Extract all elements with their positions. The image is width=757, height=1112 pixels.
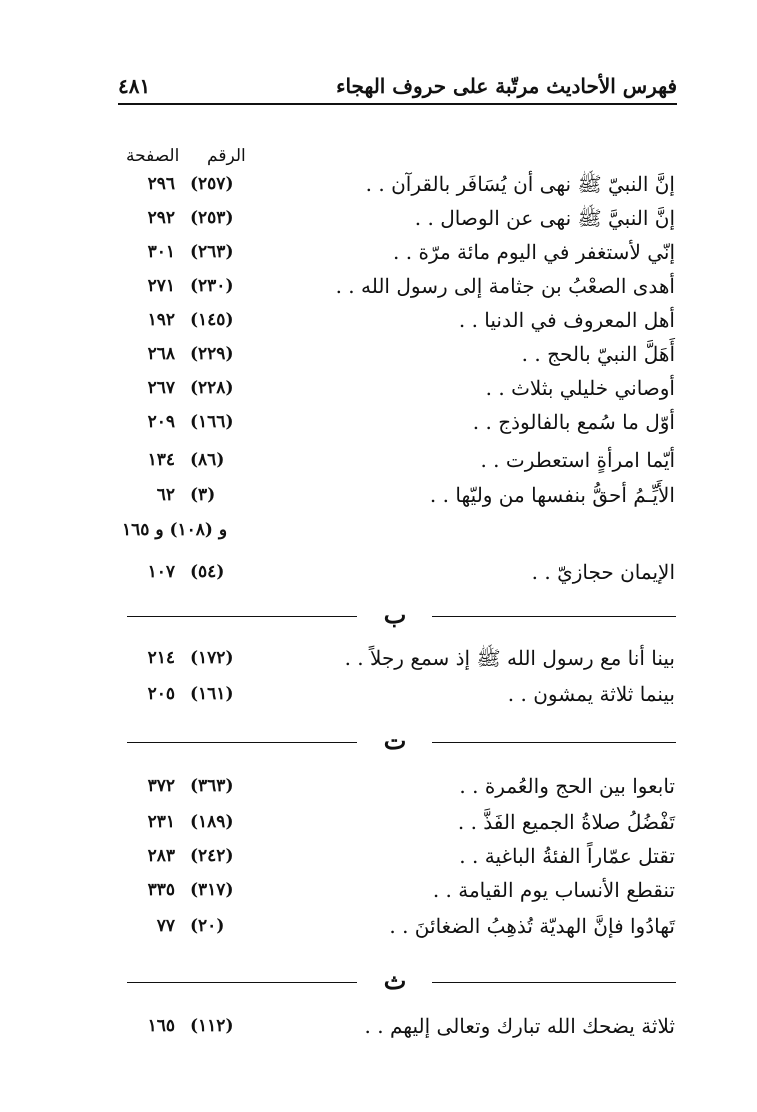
index-entry xyxy=(0,240,757,270)
hadith-number: (١٦٦) xyxy=(190,412,234,432)
page-ref: ٢٨٣ xyxy=(147,846,175,866)
section-letter: ت xyxy=(383,726,407,755)
divider-line xyxy=(127,982,357,983)
hadith-number: (٣١٧) xyxy=(190,880,234,900)
divider-line xyxy=(127,616,357,617)
hadith-text: تنقطع الأنساب يوم القيامة . . xyxy=(432,878,675,902)
page-ref: ٣٠١ xyxy=(147,242,175,262)
hadith-text: الأَيِّـمُ أحقُّ بنفسها من وليّها . . xyxy=(429,483,675,507)
hadith-text: بينا أنا مع رسول الله ﷺ إذ سمع رجلاً . . xyxy=(344,646,675,670)
page-ref: ٢٠٩ xyxy=(147,412,175,432)
hadith-text: تَهادُوا فإنَّ الهديّة تُذهِبُ الضغائنَ . . xyxy=(389,914,675,938)
hadith-number: (٨٦) xyxy=(190,450,225,470)
index-entry xyxy=(0,878,757,908)
page-ref: ٢٩٦ xyxy=(147,174,175,194)
index-entry xyxy=(0,560,757,590)
hadith-number: (٢٣٠) xyxy=(190,276,234,296)
divider-line xyxy=(432,742,676,743)
divider-line xyxy=(432,616,676,617)
page-ref: ٣٧٢ xyxy=(147,776,175,796)
hadith-number: (٢٢٩) xyxy=(190,344,234,364)
page-ref: ٢٦٧ xyxy=(147,378,175,398)
page-number: ٤٨١ xyxy=(118,74,151,98)
index-entry xyxy=(0,342,757,372)
page-ref: ٢٠٥ xyxy=(147,684,175,704)
hadith-number: (٢٠) xyxy=(190,916,225,936)
index-entry xyxy=(0,274,757,304)
hadith-number: (١٨٩) xyxy=(190,812,234,832)
hadith-number: (٥٤) xyxy=(190,562,225,582)
index-entry xyxy=(0,774,757,804)
header-rule xyxy=(118,103,677,105)
hadith-text: أهل المعروف في الدنيا . . xyxy=(458,308,675,332)
section-divider-ta xyxy=(0,726,757,760)
section-divider-tha xyxy=(0,966,757,1000)
hadith-text: أيّما امرأةٍ استعطرت . . xyxy=(480,448,675,472)
page-ref: ٧٧ xyxy=(156,916,175,936)
page-ref: ٢٣١ xyxy=(147,812,175,832)
hadith-text: تَفْضُلُ صلاةُ الجميع الفَذَّ . . xyxy=(457,810,675,834)
hadith-text: أَهَلَّ النبيّ بالحج . . xyxy=(521,342,675,366)
hadith-number: (٢٥٣) xyxy=(190,208,234,228)
index-entry xyxy=(0,172,757,202)
divider-line xyxy=(127,742,357,743)
hadith-text: إنَّ النبيّ ﷺ نهى أن يُسَافَر بالقرآن . . xyxy=(365,172,675,196)
index-entry xyxy=(0,844,757,874)
hadith-text: أوصاني خليلي بثلاث . . xyxy=(485,376,675,400)
index-entry xyxy=(0,810,757,840)
hadith-text: الإيمان حجازيّ . . xyxy=(531,560,675,584)
hadith-number: (١٦١) xyxy=(190,684,234,704)
hadith-text: تقتل عمّاراً الفئةُ الباغية . . xyxy=(459,844,675,868)
page-ref: ١٠٧ xyxy=(147,562,175,582)
divider-line xyxy=(432,982,676,983)
column-header-page: الصفحة xyxy=(126,146,180,166)
hadith-text: أهدى الصعْبُ بن جثامة إلى رسول الله . . xyxy=(335,274,675,298)
index-entry xyxy=(0,1014,757,1044)
page-ref: ١٣٤ xyxy=(147,450,175,470)
index-entry xyxy=(0,914,757,944)
index-entry xyxy=(0,410,757,440)
page-ref: ٢١٤ xyxy=(147,648,175,668)
section-letter: ب xyxy=(383,600,407,629)
hadith-number: (٣٦٣) xyxy=(190,776,234,796)
hadith-number: (٢٤٢) xyxy=(190,846,234,866)
hadith-number: (٢٥٧) xyxy=(190,174,234,194)
hadith-text: بينما ثلاثة يمشون . . xyxy=(507,682,675,706)
hadith-text: ثلاثة يضحك الله تبارك وتعالى إليهم . . xyxy=(364,1014,675,1038)
page-ref: ٢٩٢ xyxy=(147,208,175,228)
page-ref: ١٦٥ xyxy=(147,1016,175,1036)
column-header-number: الرقم xyxy=(207,146,246,166)
hadith-text: إنّي لأستغفر في اليوم مائة مرّة . . xyxy=(393,240,675,264)
hadith-number: (٢٢٨) xyxy=(190,378,234,398)
running-title: فهرس الأحاديث مرتّبة على حروف الهجاء xyxy=(336,74,677,98)
index-entry xyxy=(0,483,757,513)
page-ref: ٦٢ xyxy=(156,485,175,505)
hadith-number: (١٤٥) xyxy=(190,310,234,330)
hadith-text: إنَّ النبيَّ ﷺ نهى عن الوصال . . xyxy=(414,206,675,230)
index-entry xyxy=(0,682,757,712)
hadith-number: (٢٦٣) xyxy=(190,242,234,262)
hadith-number: (١٧٢) xyxy=(190,648,234,668)
index-entry xyxy=(0,376,757,406)
page-ref: ٣٣٥ xyxy=(147,880,175,900)
additional-reference: و (١٠٨) و ١٦٥ xyxy=(122,520,228,540)
index-entry xyxy=(0,646,757,676)
hadith-number: (١١٢) xyxy=(190,1016,234,1036)
section-letter: ث xyxy=(383,966,407,995)
index-entry xyxy=(0,206,757,236)
hadith-number: (٣) xyxy=(190,485,216,505)
index-entry xyxy=(0,308,757,338)
hadith-text: أوّل ما سُمع بالفالوذج . . xyxy=(472,410,675,434)
index-entry xyxy=(0,448,757,478)
section-divider-ba xyxy=(0,600,757,634)
page-ref: ٢٧١ xyxy=(147,276,175,296)
page-ref: ٢٦٨ xyxy=(147,344,175,364)
page-ref: ١٩٢ xyxy=(147,310,175,330)
hadith-text: تابعوا بين الحج والعُمرة . . xyxy=(459,774,675,798)
